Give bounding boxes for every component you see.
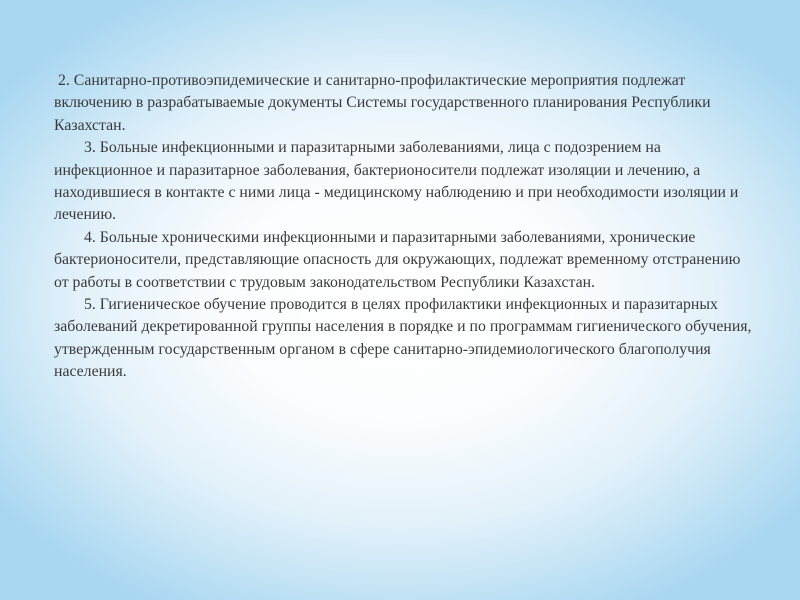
paragraph-item-4: 4. Больные хроническими инфекционными и паразитарными заболеваниями, хронические бактерионосители, представляющие опасность для окружающих, подлежат временному отстранению от работы в соответствии с трудовым законодательством Республики Казахстан. xyxy=(54,228,741,291)
slide-text-body xyxy=(54,70,754,384)
paragraph-item-3: 3. Больные инфекционными и паразитарными заболеваниями, лица с подозрением на инфекционное и паразитарное заболевания, бактерионосители подлежат изоляции и лечению, а находившиеся в контакте с ними лица - медицинскому наблюдению и при необходимости изоляции и лечению. xyxy=(54,139,739,224)
paragraph-item-5: 5. Гигиеническое обучение проводится в целях профилактики инфекционных и паразитарных заболеваний декретированной группы населения в порядке и по программам гигиенического обучения, утвержденным государственным органом в сфере санитарно-эпидемиологического благополучия населения. xyxy=(54,296,752,381)
paragraph-item-2: 2. Санитарно-противоэпидемические и санитарно-профилактические мероприятия подлежат включению в разрабатываемые документы Системы государственного планирования Республики Казахстан. xyxy=(54,72,711,134)
